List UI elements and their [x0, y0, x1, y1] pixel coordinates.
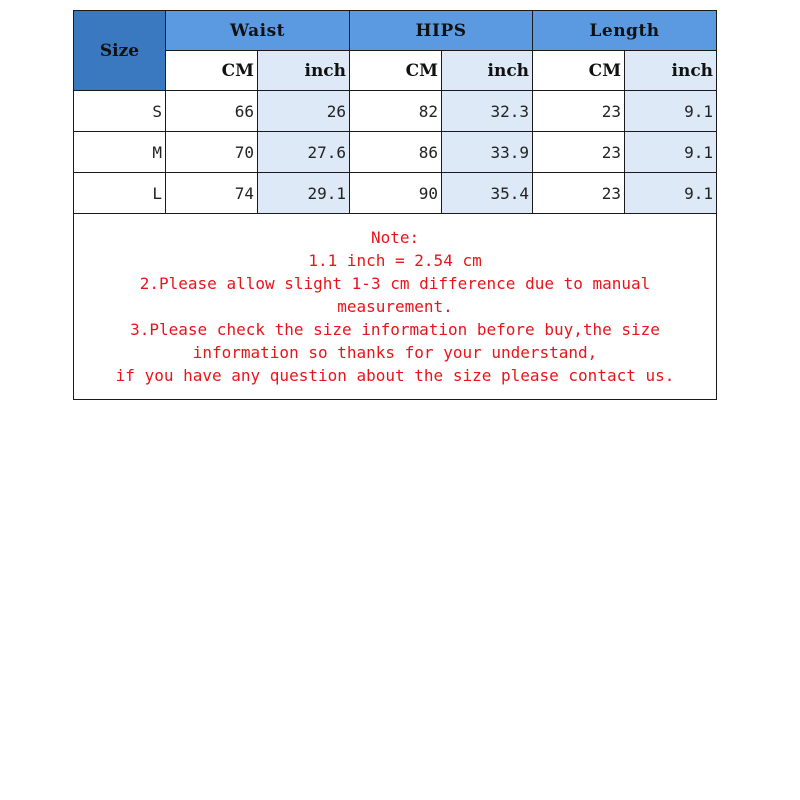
table-row	[74, 132, 717, 173]
notes-line-contact: if you have any question about the size please contact us.	[115, 366, 675, 385]
waist-cm-header: CM	[166, 51, 258, 91]
waist-cm-value: 66	[166, 91, 258, 132]
hips-cm-value: 82	[350, 91, 442, 132]
hips-inch-value: 35.4	[442, 173, 533, 214]
table-row	[74, 173, 717, 214]
size-label: M	[74, 132, 166, 173]
notes-line-measurement: 2.Please allow slight 1-3 cm difference due to manual measurement.	[139, 274, 651, 316]
hips-inch-value: 32.3	[442, 91, 533, 132]
notes-line-conversion: 1.1 inch = 2.54 cm	[308, 251, 482, 270]
length-inch-value: 9.1	[625, 132, 717, 173]
length-cm-value: 23	[533, 173, 625, 214]
waist-inch-header: inch	[258, 51, 350, 91]
unit-header-row	[74, 51, 717, 91]
notes-title: Note:	[370, 228, 420, 247]
hips-cm-header: CM	[350, 51, 442, 91]
hips-header: HIPS	[350, 11, 533, 51]
waist-inch-value: 29.1	[258, 173, 350, 214]
hips-cm-value: 90	[350, 173, 442, 214]
length-cm-value: 23	[533, 91, 625, 132]
hips-cm-value: 86	[350, 132, 442, 173]
size-header: Size	[74, 11, 166, 91]
notes-block	[74, 214, 717, 400]
waist-inch-value: 26	[258, 91, 350, 132]
hips-inch-value: 33.9	[442, 132, 533, 173]
waist-inch-value: 27.6	[258, 132, 350, 173]
notes-line-check: 3.Please check the size information before buy,the size information so thanks for your understand,	[130, 320, 660, 362]
length-inch-value: 9.1	[625, 91, 717, 132]
size-chart-table	[73, 10, 717, 400]
waist-header: Waist	[166, 11, 350, 51]
group-header-row	[74, 11, 717, 51]
hips-inch-header: inch	[442, 51, 533, 91]
table-row	[74, 91, 717, 132]
length-inch-header: inch	[625, 51, 717, 91]
notes-row	[74, 214, 717, 400]
length-inch-value: 9.1	[625, 173, 717, 214]
length-cm-header: CM	[533, 51, 625, 91]
size-label: L	[74, 173, 166, 214]
waist-cm-value: 70	[166, 132, 258, 173]
waist-cm-value: 74	[166, 173, 258, 214]
length-header: Length	[533, 11, 717, 51]
length-cm-value: 23	[533, 132, 625, 173]
size-label: S	[74, 91, 166, 132]
